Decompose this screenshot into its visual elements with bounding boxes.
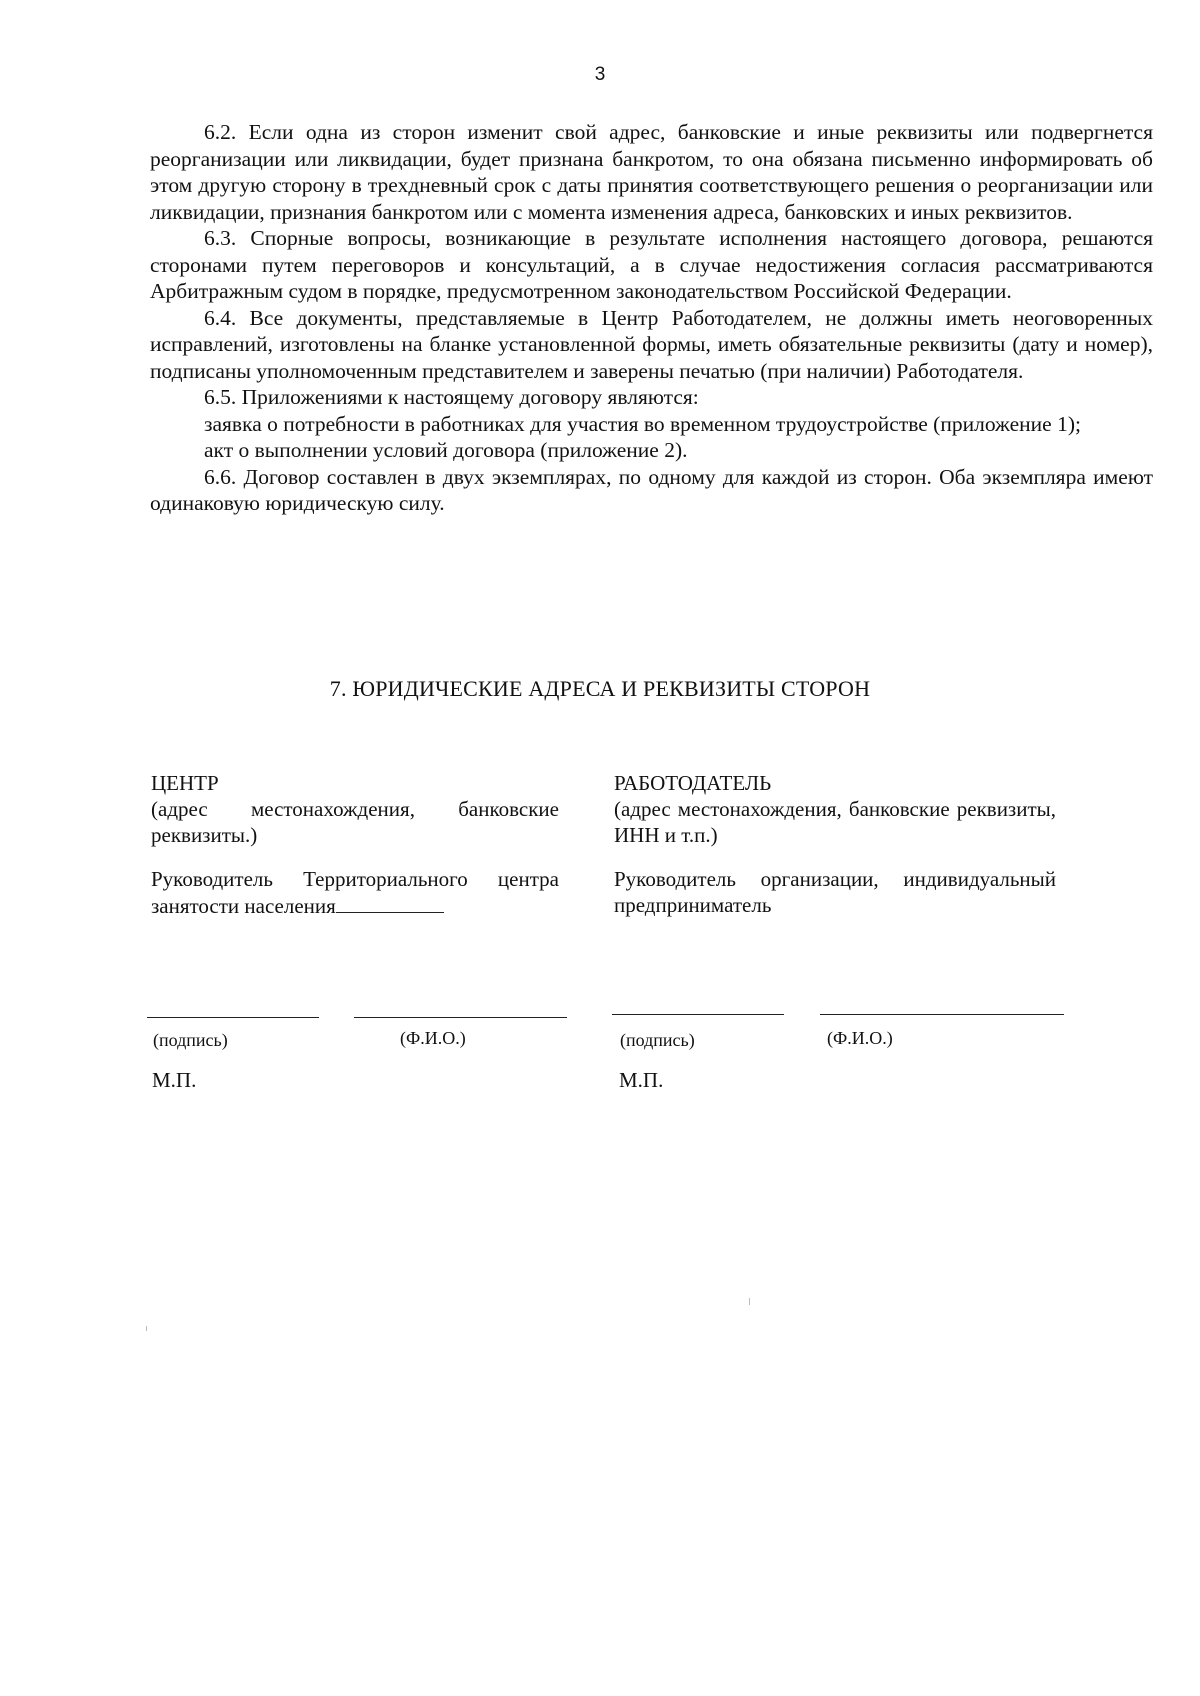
center-head-label: Руководитель Территориального центра занятости населения: [151, 867, 559, 918]
section-heading: 7. ЮРИДИЧЕСКИЕ АДРЕСА И РЕКВИЗИТЫ СТОРОН: [329, 676, 871, 701]
employer-signature-caption: (подпись): [620, 1030, 695, 1050]
center-name-caption: (Ф.И.О.): [400, 1028, 466, 1048]
center-title: ЦЕНТР: [151, 771, 219, 795]
center-signature-line: [147, 1017, 319, 1018]
appendix-item-2: акт о выполнении условий договора (приложение 2).: [204, 438, 688, 462]
paragraph-6-6: 6.6. Договор составлен в двух экземплярах, по одному для каждой из сторон. Оба экземпляра имеют одинаковую юридическую силу.: [150, 464, 1153, 515]
center-stamp-place: М.П.: [152, 1068, 197, 1092]
employer-title: РАБОТОДАТЕЛЬ: [614, 771, 772, 795]
paragraph-6-4: 6.4. Все документы, представляемые в Центр Работодателем, не должны иметь неоговоренных исправлений, изготовлены на бланке установленной формы, иметь обязательные реквизиты (дату и номер), подписаны уполномоченным представителем и заверены печатью (при наличии) Работодателя.: [150, 305, 1153, 383]
center-name-line: [354, 1017, 567, 1018]
center-address: (адрес местонахождения, банковские реквизиты.): [151, 797, 559, 847]
employer-signature-line: [612, 1014, 784, 1015]
center-head: [151, 866, 559, 919]
center-head-blank-line: [336, 892, 444, 913]
scan-mark: [749, 1298, 750, 1305]
employer-address: (адрес местонахождения, банковские реквизиты, ИНН и т.п.): [614, 797, 1056, 847]
center-requisites: [151, 770, 559, 919]
paragraph-6-2: 6.2. Если одна из сторон изменит свой адрес, банковские и иные реквизиты или подвергнется реорганизации или ликвидации, будет признана банкротом, то она обязана письменно информировать об этом другую сторону в трехдневный срок с даты принятия соответствующего решения о реорганизации или ликвидации, признания банкротом или с момента изменения адреса, банковских и иных реквизитов.: [150, 120, 1153, 224]
scan-mark: [146, 1326, 147, 1331]
employer-name-line: [820, 1014, 1064, 1015]
paragraph-6-3: 6.3. Спорные вопросы, возникающие в результате исполнения настоящего договора, решаются сторонами путем переговоров и консультаций, а в случае недостижения согласия рассматриваются Арбитражным судом в порядке, предусмотренном законодательством Российской Федерации.: [150, 226, 1153, 303]
appendix-item-1: заявка о потребности в работниках для участия во временном трудоустройстве (приложение 1);: [204, 411, 1081, 436]
center-signature-caption: (подпись): [153, 1030, 228, 1050]
employer-requisites: [614, 770, 1056, 918]
employer-head: Руководитель организации, индивидуальный предприниматель: [614, 867, 1056, 917]
document-body: [150, 119, 1153, 517]
employer-name-caption: (Ф.И.О.): [827, 1028, 893, 1048]
employer-stamp-place: М.П.: [619, 1068, 664, 1092]
page-number: 3: [594, 64, 606, 85]
paragraph-6-5: 6.5. Приложениями к настоящему договору являются:: [204, 385, 699, 409]
